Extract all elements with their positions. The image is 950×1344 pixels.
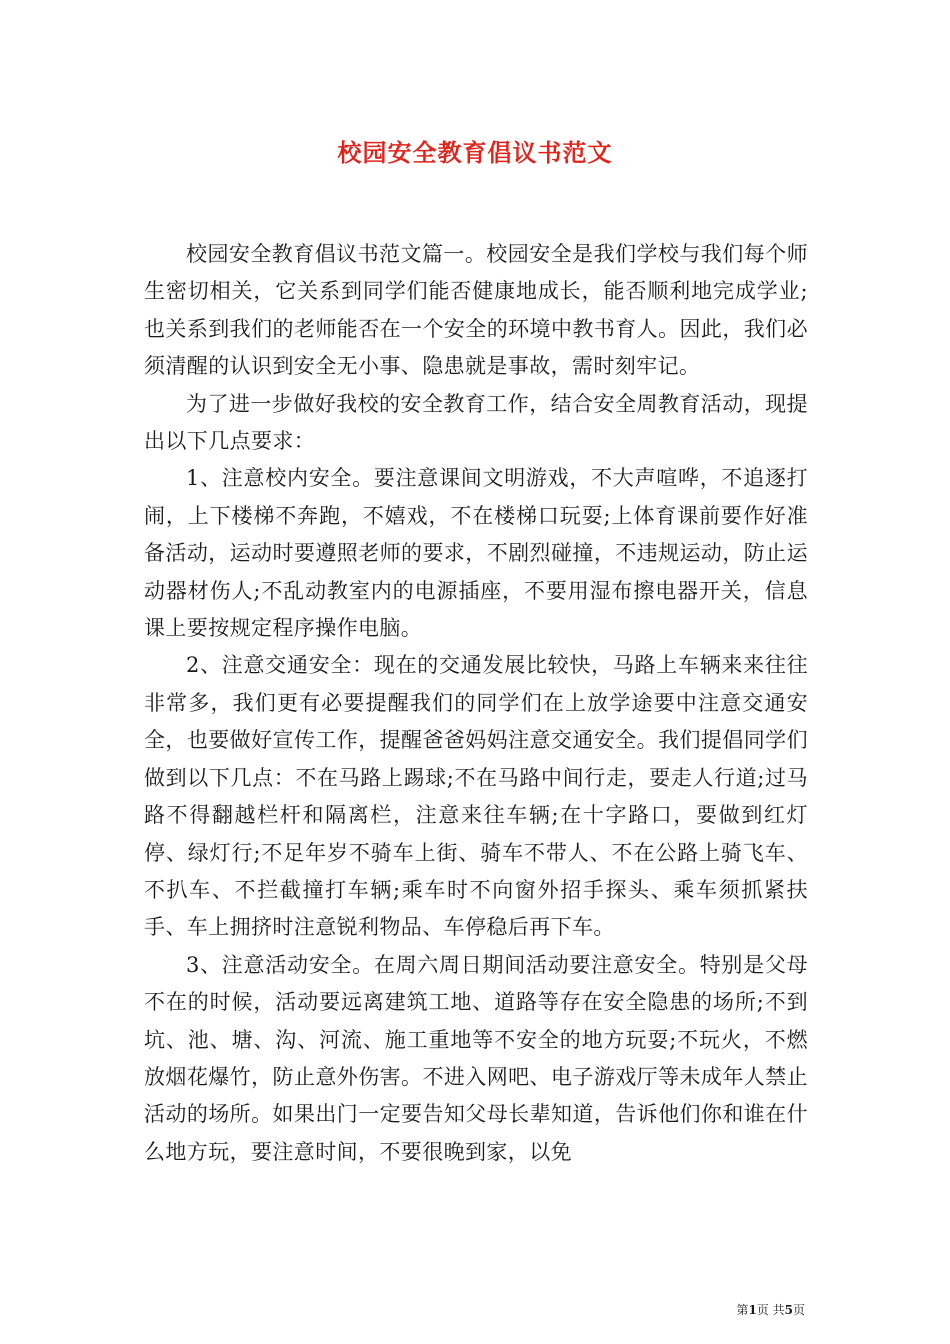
paragraph-campus-safety: 1、注意校内安全。要注意课间文明游戏，不大声喧哗，不追逐打闹，上下楼梯不奔跑，不嬉戏，不在楼梯口玩耍;上体育课前要作好准备活动，运动时要遵照老师的要求，不剧烈碰撞，不违规运动，防止运动器材伤人;不乱动教室内的电源插座，不要用湿布擦电器开关，信息课上要按规定程序操作电脑。 [144,466,808,641]
footer-current-page: 1 [748,1303,757,1317]
footer-suffix: 页 [792,1303,805,1317]
footer-middle: 页 共 [756,1303,785,1317]
document-title: 校园安全教育倡议书范文 [337,138,613,167]
footer-total-pages: 5 [784,1303,793,1317]
footer-prefix: 第 [736,1303,749,1317]
document-body [144,236,808,1171]
page-footer [736,1301,805,1318]
paragraph-activity-safety: 3、注意活动安全。在周六周日期间活动要注意安全。特别是父母不在的时候，活动要远离建筑工地、道路等存在安全隐患的场所;不到坑、池、塘、沟、河流、施工重地等不安全的地方玩耍;不玩火，不燃放烟花爆竹，防止意外伤害。不进入网吧、电子游戏厅等未成年人禁止活动的场所。如果出门一定要告知父母长辈知道，告诉他们你和谁在什么地方玩，要注意时间，不要很晚到家，以免 [144,952,808,1164]
paragraph-intro: 校园安全教育倡议书范文篇一。校园安全是我们学校与我们每个师生密切相关，它关系到同学们能否健康地成长，能否顺利地完成学业;也关系到我们的老师能否在一个安全的环境中教书育人。因此，我们必须清醒的认识到安全无小事、隐患就是事故，需时刻牢记。 [144,242,808,379]
paragraph-requirements-lead: 为了进一步做好我校的安全教育工作，结合安全周教育活动，现提出以下几点要求： [144,391,808,454]
paragraph-traffic-safety: 2、注意交通安全：现在的交通发展比较快，马路上车辆来来往往非常多，我们更有必要提醒我们的同学们在上放学途要中注意交通安全，也要做好宣传工作，提醒爸爸妈妈注意交通安全。我们提倡同学们做到以下几点：不在马路上踢球;不在马路中间行走，要走人行道;过马路不得翻越栏杆和隔离栏，注意来往车辆;在十字路口，要做到红灯停、绿灯行;不足年岁不骑车上街、骑车不带人、不在公路上骑飞车、不扒车、不拦截撞打车辆;乘车时不向窗外招手探头、乘车须抓紧扶手、车上拥挤时注意锐利物品、车停稳后再下车。 [144,653,808,940]
